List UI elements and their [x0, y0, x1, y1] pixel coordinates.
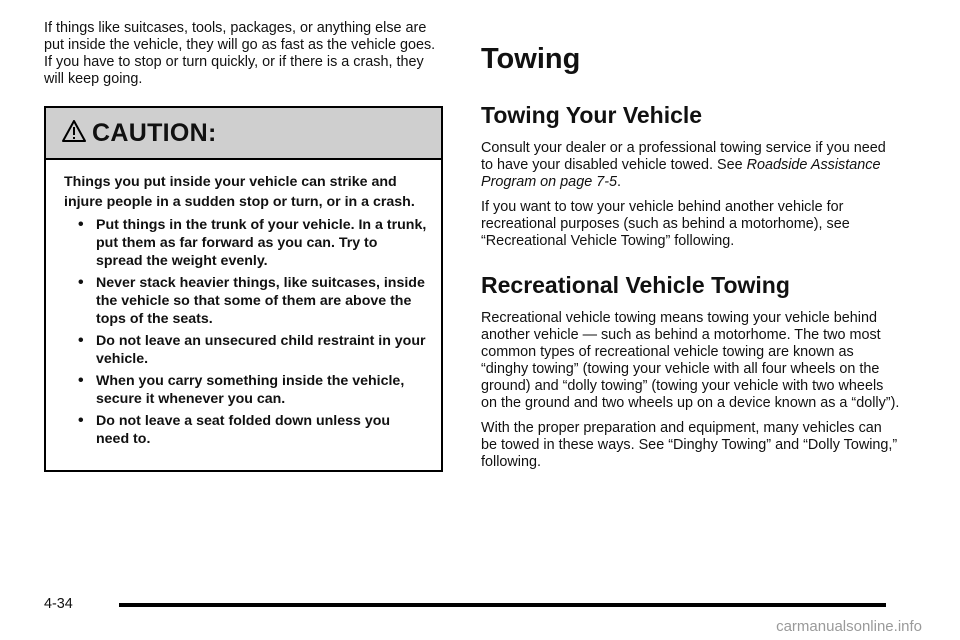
cross-reference: Roadside Assistance Program on page 7-5 [481, 157, 881, 190]
bullet-icon: • [78, 412, 84, 429]
warning-triangle-icon [62, 120, 86, 142]
paragraph: With the proper preparation and equipment, many vehicles can be towed in these ways. See “Dinghy Towing” and “Dolly Towing,” following. [481, 420, 898, 470]
page-number: 4-34 [44, 596, 73, 612]
bullet-icon: • [78, 216, 84, 233]
caution-lead: Things you put inside your vehicle can strike and injure people in a sudden stop or turn, or in a crash. [64, 174, 415, 210]
caution-bullet: • When you carry something inside the vehicle, secure it whenever you can. [78, 372, 405, 407]
paragraph: Consult your dealer or a professional towing service if you need to have your disabled vehicle towed. See Roadside Assistance Program on page 7-5. [481, 140, 886, 190]
caution-list [64, 216, 427, 448]
bullet-icon: • [78, 274, 84, 291]
caution-bullet: • Do not leave an unsecured child restraint in your vehicle. [78, 332, 426, 367]
chapter-heading: Towing [481, 43, 581, 75]
watermark: carmanualsonline.info [776, 618, 922, 635]
footer-rule [119, 603, 886, 607]
caution-body [46, 160, 441, 470]
caution-bullet: • Never stack heavier things, like suitcases, inside the vehicle so that some of them are above the tops of the seats. [78, 274, 425, 327]
caution-header [46, 108, 441, 160]
paragraph: If you want to tow your vehicle behind another vehicle for recreational purposes (such as behind a motorhome), see “Recreational Vehicle Towing” following. [481, 199, 850, 249]
caution-title: CAUTION: [92, 118, 217, 147]
caution-bullet: • Put things in the trunk of your vehicle. In a trunk, put them as far forward as you can. Try to spread the weight evenly. [78, 216, 427, 269]
bullet-icon: • [78, 332, 84, 349]
right-column [481, 20, 901, 471]
caution-bullet: • Do not leave a seat folded down unless you need to. [78, 412, 391, 447]
section-title-towing-your-vehicle: Towing Your Vehicle [481, 102, 703, 128]
left-column [44, 20, 447, 472]
bullet-icon: • [78, 372, 84, 389]
intro-paragraph: If things like suitcases, tools, packages, or anything else are put inside the vehicle, they will go as fast as the vehicle goes. If you have to stop or turn quickly, or if there is a crash, they will keep going. [44, 20, 436, 87]
paragraph: Recreational vehicle towing means towing your vehicle behind another vehicle — such as behind a motorhome. The two most common types of recreational vehicle towing are known as “dinghy towing” (towing your vehicle with all four wheels on the ground) and “dolly towing” (towing your vehicle with two wheels on the ground and two wheels up on a device known as a “dolly”). [481, 310, 900, 411]
section-title-recreational-vehicle-towing: Recreational Vehicle Towing [481, 272, 790, 298]
caution-box [44, 106, 443, 472]
